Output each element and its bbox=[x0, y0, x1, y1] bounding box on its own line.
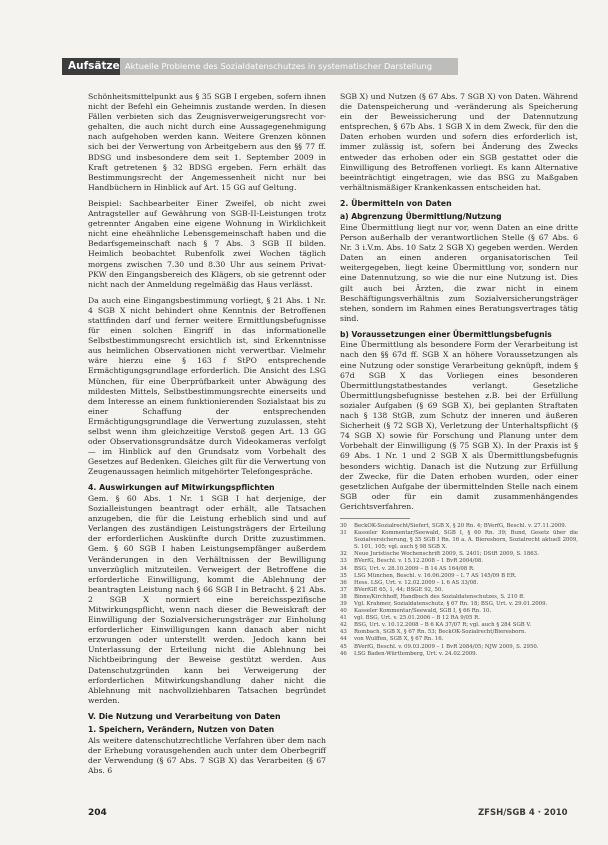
footnote-number: 33 bbox=[340, 558, 347, 565]
page-number: 204 bbox=[88, 808, 107, 818]
section-heading: 2. Übermitteln von Daten bbox=[340, 198, 452, 208]
footnote-number: 31 bbox=[340, 530, 347, 537]
subsection-heading: a) Abgrenzung Übermittlung/Nutzung bbox=[340, 212, 502, 222]
subsection-heading: b) Voraussetzungen einer Übermittlungsbefugnis bbox=[340, 329, 552, 339]
footnote-number: 34 bbox=[340, 565, 347, 572]
footnote-number: 41 bbox=[340, 615, 347, 622]
footnote bbox=[340, 601, 578, 608]
footnote-number: 30 bbox=[340, 522, 347, 529]
footnote-number: 38 bbox=[340, 593, 347, 600]
section-heading: V. Die Nutzung und Verarbeitung von Daten bbox=[88, 711, 281, 721]
paragraph: Eine Übermittlung als besondere Form der Verarbeitung ist nach den §§ 67d ff. SGB X an höhere Voraussetzungen als eine Nutzung oder sonstige Verarbeitung geknüpft, indem § 67d SGB X das Vorliegen eines besonderen Übermittlungstatbestandes verlangt. Gesetzliche Übermittlungsbefugnisse bestehen z.B. bei der Erfüllung sozialer Aufgaben (§ 69 SGB X), bei geplanten Straftaten nach § 138 StGB, zum Schutz der inneren und äußeren Sicherheit (§ 72 SGB X), Verletzung der Unterhaltspflicht (§ 74 SGB X) sowie für Forschung und Planung unter dem Vorbehalt der Einwilligung (§ 75 SGB X). In der Praxis ist § 69 Abs. 1 Nr. 1 und 2 SGB X als Übermittlungsbefugnis besonders wichtig. Danach ist die Nutzung zur Erfüllung der Zwecke, für die Daten erhoben wurden, oder einer gesetzlichen Aufgabe der übermittelnden Stelle nach einem SGB oder für ein damit zusammenhängendes Gerichtsverfahren. bbox=[340, 340, 578, 511]
footnote bbox=[340, 566, 578, 573]
footnote-number: 36 bbox=[340, 579, 347, 586]
footnote-divider bbox=[340, 518, 410, 519]
footnote-number: 43 bbox=[340, 629, 347, 636]
footnote-text: Vgl. Krahmer, Sozialdatenschutz, § 67 Rn. 18; BSG, Urt. v. 29.01.2009. bbox=[354, 601, 548, 607]
footnotes bbox=[340, 523, 578, 658]
section-heading: 4. Auswirkungen auf Mitwirkungspflichten bbox=[88, 483, 275, 493]
section-tag: Aufsätze bbox=[62, 58, 120, 75]
footnote bbox=[340, 523, 578, 530]
paragraph: Eine Übermittlung liegt nur vor, wenn Daten an eine dritte Person außerhalb der verantwortlichen Stelle (§ 67 Abs. 6 Nr. 3 i.V.m. Abs. 10 Satz 2 SGB X) gegeben werden. Werden Daten an einen anderen organisatorischen Teil weitergegeben, liegt keine Übermittlung vor, sondern nur eine Datennutzung, so wie die nur eine Nutzung ist. Dies gilt auch bei Ärzten, die zwar nicht in einem Beschäftigungsverhältnis zum Sozialversicherungsträger stehen, sondern im Rahmen eines Beratungsvertrages tätig sind. bbox=[340, 222, 578, 323]
footnote bbox=[340, 580, 578, 587]
footnote-number: 39 bbox=[340, 601, 347, 607]
footnote-text: BSG, Urt. v. 28.10.2009 – B 14 AS 164/08 R. bbox=[354, 565, 475, 572]
footnote bbox=[340, 608, 578, 615]
footnote bbox=[340, 587, 578, 594]
footnote-number: 45 bbox=[340, 643, 347, 650]
footnote-text: BVerfG, Beschl. v. 15.12.2008 – 1 BvR 2004/08. bbox=[354, 558, 484, 565]
footnote-text: BSG, Urt. v. 10.12.2008 – B 6 KA 37/07 R; vgl. auch § 284 SGB V. bbox=[354, 622, 532, 629]
footnote-number: 35 bbox=[340, 572, 347, 579]
footnote bbox=[340, 615, 578, 622]
footnote bbox=[340, 622, 578, 629]
header-bar bbox=[120, 58, 458, 75]
subsection-heading: 1. Speichern, Verändern, Nutzen von Daten bbox=[88, 725, 275, 735]
footnote-text: Hess. LSG, Urt. v. 12.02.2009 – L 6 AS 33/08. bbox=[354, 579, 479, 586]
footnote bbox=[340, 558, 578, 565]
footnote bbox=[340, 651, 578, 658]
footnote bbox=[340, 636, 578, 643]
footnote-number: 37 bbox=[340, 586, 347, 593]
footnote-text: BeckOK-Sozialrecht/Siefert, SGB X, § 20 Rn. 4; BVerfG, Beschl. v. 27.11.2009. bbox=[354, 522, 567, 529]
footnote bbox=[340, 573, 578, 580]
footnote-number: 44 bbox=[340, 636, 347, 643]
paragraph: Gem. § 60 Abs. 1 Nr. 1 SGB I hat derjenige, der Sozialleistungen beantragt oder erhält, alle Tatsachen anzugeben, die für die Leistung erheblich sind und auf Verlangen des zuständigen Leistungsträgers der Erteilung der erforderlichen Auskünfte durch Dritte zuzustimmen. Gem. § 60 SGB I haben Leistungsempfänger außerdem Veränderungen in den Verhältnissen der Bewilligung unverzüglich mitzuteilen. Verweigert der Betroffene die erforderliche Einwilligung, kommt die Ablehnung der beantragten Leistung nach § 66 SGB I in Betracht. § 21 Abs. 2 SGB X normiert eine bereichsspezifische Mitwirkungspflicht, wenn nach dieser die Beweiskraft der Einwilligung der Sozialversicherungsträger zur Einholung erforderlicher Einwilligungen kann danach aber nicht erzwungen oder unterstellt werden. Jedoch kann bei Unterlassung der Erteilung nicht die Ablehnung bei Nichtbeibringung der Beweise gestützt werden. Aus Datenschutzgründen kann bei Verweigerung der erforderlichen Mitwirkungshandlung daher nicht die Ablehnung mit nachvollziehbaren Tatsachen begründet werden. bbox=[88, 493, 326, 705]
left-column bbox=[88, 92, 326, 782]
footnote-text: von Wulffen, SGB X, § 67 Rn. 16. bbox=[354, 636, 444, 643]
footnote-text: BVerfG, Beschl. v. 09.03.2009 – 1 BvR 2084/05; NJW 2009, S. 2950. bbox=[354, 643, 539, 650]
paragraph: Da auch eine Eingangsbestimmung vorliegt, § 21 Abs. 1 Nr. 4 SGB X nicht behindert ohne Kenntnis der Betroffenen stattfinden darf und ferner weitere Ermittlungsbefugnisse für einen solchen Eingriff in das informationelle Selbstbestimmungsrecht ersichtlich ist, sind Erkenntnisse aus heimlichen Observationen nicht verwertbar. Vielmehr wäre hierzu eine § 163 f StPO entsprechende Ermächtigungsgrundlage erforderlich. Die Ansicht des LSG München, für eine Überprüfbarkeit unter Abwägung des mildesten Mittels, Selbstbestimmungsrechte einerseits und dem Interesse an einem funktionierenden Sozialstaat bis zu einer Schaffung der entsprechenden Ermächtigungsgrundlage die Verwertung zuzulassen, steht selbst wenn ihm gleichzeitige Verstoß gegen Art. 13 GG oder Observationsgrundsätze durch Videokameras verfolgt — im Hinblick auf den Grundsatz vom Vorbehalt des Gesetzes auf Bedenken. Gleiches gilt für die Verwertung von Zeugenaussagen heimlich mitgehörter Telefongespräche. bbox=[88, 295, 326, 477]
footnote-text: LSG Baden-Württemberg, Urt. v. 24.02.2009. bbox=[354, 650, 478, 657]
running-header bbox=[0, 58, 608, 75]
paragraph: Als weitere datenschutzrechtliche Verfahren über dem nach der Erhebung vorausgehenden auch unter dem Oberbegriff der Verwendung (§ 67 Abs. 7 SGB X) das Verarbeiten (§ 67 Abs. 6 bbox=[88, 735, 326, 776]
footnote-text: Rombach, SGB X, § 67 Rn. 53; BeckOK-Sozialrecht/Bieresborn. bbox=[354, 629, 527, 636]
footnote bbox=[340, 530, 578, 551]
footnote-text: vgl. BSG, Urt. v. 25.01.2006 – B 12 RA 9/05 R. bbox=[354, 615, 480, 622]
footnote-text: Binne/Kirchhoff, Handbuch des Sozialdatenschutzes, S. 210 ff. bbox=[354, 593, 525, 600]
journal-name: ZFSH/SGB 4 · 2010 bbox=[478, 808, 568, 818]
paragraph: SGB X) und Nutzen (§ 67 Abs. 7 SGB X) von Daten. Während die Datenspeicherung und -veränderung als Speicherung ein der Beweissicherung und der Datennutzung entsprechen, § 67b Abs. 1 SGB X in dem Zweck, für den die Daten erhoben wurden und sofern dies erforderlich ist, immer zulässig ist, sofern bei Änderung des Zwecks entweder das erhoben oder ein SGB gestattet oder die Einwilligung des Betroffenen vorliegt. Es kann Alternative beeinträchtigt eingetragen, wie das BSG zu Maßgaben verhältnismäßiger Krankenkassen entscheiden hat. bbox=[340, 92, 578, 192]
footnote-number: 40 bbox=[340, 608, 347, 615]
footnote-text: LSG München, Beschl. v. 16.06.2009 – L 7 AS 145/09 B ER. bbox=[354, 572, 517, 579]
footnote-text: Kasseler Kommentar/Seewald, SGB I, § 66 Rn. 10. bbox=[354, 608, 492, 615]
article-title: Aktuelle Probleme des Sozialdatenschutzes in systematischer Darstellung bbox=[125, 61, 432, 71]
footnote bbox=[340, 644, 578, 651]
paragraph: Schönheitsmittelpunkt aus § 35 SGB I ergeben, sofern ihnen nicht der Befehl ein Geheimnis zustande werden. In diesen Fällen verbieten sich das Zeugnisverweigerungsrecht vor- gehalten, die auch nicht durch eine Aussagegenehmigung nach aufgehoben werden kann. Weitere Grenzen können sich bei der Verwertung von Arbeitgebern aus den §§ 77 ff. BDSG und insbesondere dem seit 1. September 2009 in Kraft getretenen § 32 BDSG ergeben. Fern erhält das Bestimmungsrecht der Angemessenheit nicht nur bei Handbüchern in Hinblick auf Art. 15 GG auf Geltung. bbox=[88, 92, 326, 192]
footnote-text: Neue Juristische Wochenschrift 2009, S. 2401; DStR 2009, S. 1863. bbox=[354, 551, 539, 558]
footnote bbox=[340, 551, 578, 558]
footnote-number: 32 bbox=[340, 551, 347, 558]
footnote-text: Kasseler Kommentar/Seewald, SGB I, § 60 Rn. 39; Bund, Gesetz über die Sozialversicherung, § 35 SGB I Rn. 16 a. A. Bieresborn, Sozialrecht aktuell 2009, S. 101, 105; vgl. auch § 98 SGB X. bbox=[354, 530, 578, 551]
footnote-number: 42 bbox=[340, 622, 347, 629]
footnote-number: 46 bbox=[340, 650, 347, 657]
example-paragraph: Beispiel: Sachbearbeiter Einer Zweifel, ob nicht zwei Antragsteller auf Gewährung von SGB-II-Leistungen trotz getrennter Angaben eine eigene Wohnung in Wirklichkeit nicht eine eheähnliche Lebensgemeinschaft haben und die Bedarfsgemeinschaft nach § 7 Abs. 3 SGB II bilden. Heimlich beobachtet Rubenfolk zwei Wochen täglich morgens zwischen 7.30 und 8.30 Uhr aus seinem Privat-PKW den Eingangsbereich des Klägers, ob sie getrennt oder nicht nach der Anmeldung regelmäßig das Haus verlässt. bbox=[88, 198, 326, 289]
footnote bbox=[340, 629, 578, 636]
footnote bbox=[340, 594, 578, 601]
right-column bbox=[340, 92, 578, 658]
footnote-text: BVerfGE 65, 1, 44; BSGE 92, 50. bbox=[354, 586, 444, 593]
